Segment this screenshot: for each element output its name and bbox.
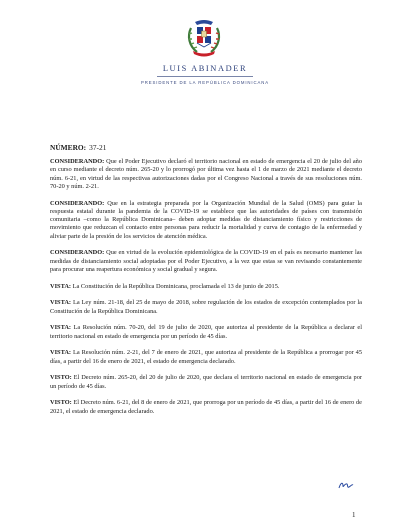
- paragraph-lead: VISTA:: [50, 299, 72, 307]
- paragraph-text: El Decreto núm. 265-20, del 20 de julio de 2020, que declara el territorio nacional en estado de emergencia por un período de 45 días.: [50, 374, 362, 390]
- issuer-title: PRESIDENTE DE LA REPÚBLICA DOMINICANA: [140, 80, 270, 85]
- paragraph-text: Que el Poder Ejecutivo declaró el territorio nacional en estado de emergencia el 20 de julio del año en curso mediante el decreto núm. 265-20 y lo prorrogó por última vez hasta el 1 de marzo de 2021 mediante el decreto núm. 6-21, en virtud de las respectivas autorizaciones dadas por el Congreso Nacional a través de sus resoluciones núm. 70-20 y núm. 2-21.: [50, 158, 362, 190]
- decree-number-value: 37-21: [89, 143, 107, 152]
- paragraph-text: La Resolución núm. 2-21, del 7 de enero de 2021, que autoriza al presidente de la República a prorrogar por 45 días, a partir del 16 de enero de 2021, el estado de emergencia declarado.: [50, 349, 362, 365]
- decree-body: [50, 158, 362, 424]
- issuer-name: LUIS ABINADER: [162, 64, 248, 73]
- paragraph-text: La Resolución núm. 70-20, del 19 de julio de 2020, que autoriza al presidente de la República a declarar el territorio nacional en estado de emergencia por un período de 45 días.: [50, 324, 362, 340]
- paragraph-text: El Decreto núm. 6-21, del 8 de enero de 2021, que prorroga por un período de 45 días, a partir del 16 de enero de 2021, el estado de emergencia declarado.: [50, 399, 362, 415]
- paragraph-lead: CONSIDERANDO:: [50, 199, 105, 207]
- paragraph: [50, 158, 362, 191]
- paragraph-lead: CONSIDERANDO:: [50, 249, 105, 257]
- decree-number: [50, 143, 106, 152]
- paragraph-lead: VISTA:: [50, 282, 72, 290]
- dominican-coat-of-arms-icon: [183, 14, 225, 58]
- paragraph-text: Que en la estrategia preparada por la Organización Mundial de la Salud (OMS) para guiar la respuesta estatal durante la pandemia de la COVID-19 se establece que las autoridades de países con transmisión comunitaria –como la República Dominicana– deben adoptar medidas de distanciamiento físico y restricciones de movimiento que reduzcan el contacto entre personas para reducir la mortalidad y curva de contagio de la enfermedad y aliviar parte de la presión de los servicios de atención médica.: [50, 199, 362, 240]
- paragraph-text: La Constitución de la República Dominicana, proclamada el 13 de junio de 2015.: [71, 282, 280, 290]
- paragraph: [50, 299, 362, 316]
- paragraph-lead: VISTO:: [50, 399, 72, 407]
- paragraph-lead: VISTO:: [50, 374, 72, 382]
- paragraph: [50, 399, 362, 416]
- paragraph: [50, 349, 362, 366]
- handwritten-initials-icon: [338, 480, 354, 490]
- paragraph: [50, 283, 362, 291]
- paragraph-text: Que en virtud de la evolución epidemiológica de la COVID-19 en el país es necesario mantener las medidas de distanciamiento social adoptadas por el Poder Ejecutivo, a la vez que estas se van revisando constantemente para procurar una reapertura económica y social gradual y segura.: [50, 249, 362, 273]
- paragraph: [50, 249, 362, 274]
- paragraph-lead: CONSIDERANDO:: [50, 158, 105, 165]
- paragraph-lead: VISTA:: [50, 349, 72, 357]
- decree-number-label: NÚMERO:: [50, 143, 87, 152]
- paragraph-text: La Ley núm. 21-18, del 25 de mayo de 2018, sobre regulación de los estados de excepción contemplados por la Constitución de la República Dominicana.: [50, 299, 362, 315]
- paragraph: [50, 324, 362, 341]
- page-number: 1: [352, 511, 356, 519]
- paragraph: [50, 374, 362, 391]
- paragraph-lead: VISTA:: [50, 324, 72, 332]
- paragraph: [50, 200, 362, 241]
- header-divider: [157, 76, 253, 77]
